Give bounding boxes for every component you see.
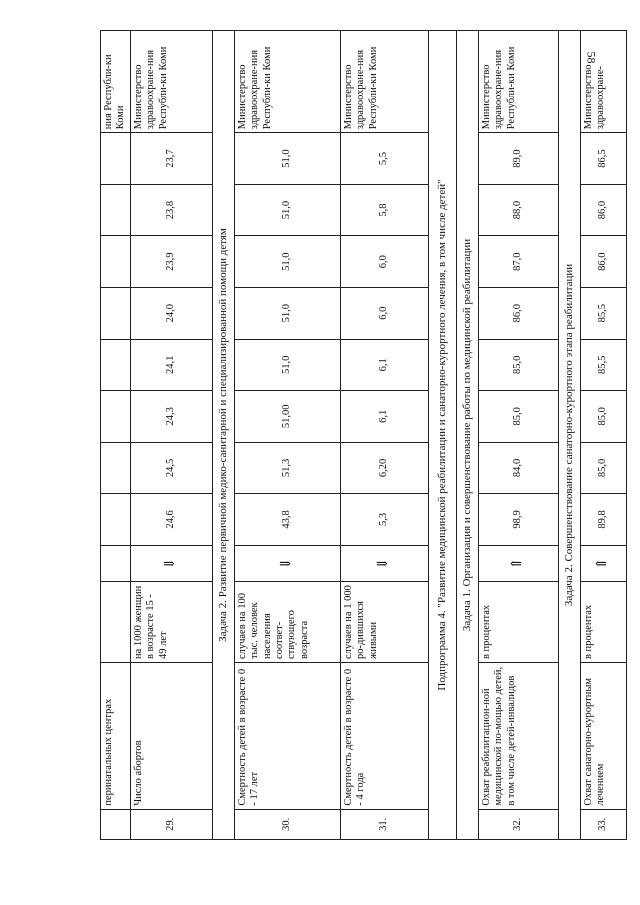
cell-value: 86,0 — [478, 287, 558, 339]
table-row — [580, 31, 626, 840]
cell-no: 32. — [478, 809, 558, 839]
cell-value: 6,1 — [340, 339, 428, 391]
section-row — [428, 31, 456, 840]
cell-unit: случаев на 100 тыс. человек населения соответ-ствующего возраста — [234, 582, 340, 663]
cell-value — [101, 287, 131, 339]
table-row — [130, 31, 212, 840]
cell-value: 51,00 — [234, 391, 340, 443]
table-row — [340, 31, 428, 840]
cell-trend — [101, 545, 131, 581]
cell-responsible: Министерство здравоохране- — [580, 31, 626, 133]
section-heading: Задача 1. Организация и совершенствование работы по медицинской реабилитации — [456, 31, 478, 840]
cell-indicator: Число абортов — [130, 663, 212, 810]
cell-value: 23,9 — [130, 236, 212, 288]
indicators-table-sheet — [100, 30, 620, 840]
trend-down-icon: ⇓ — [234, 545, 340, 581]
cell-value: 43,8 — [234, 494, 340, 546]
cell-value: 51,0 — [234, 287, 340, 339]
section-row — [212, 31, 234, 840]
cell-indicator: перинатальных центрах — [101, 663, 131, 810]
cell-value: 51,0 — [234, 184, 340, 236]
cell-value — [101, 339, 131, 391]
cell-value: 85,5 — [580, 287, 626, 339]
cell-value: 85,5 — [580, 339, 626, 391]
cell-responsible: Министерство здравоохране-ния Республи-ки Коми — [478, 31, 558, 133]
cell-value: 6,0 — [340, 287, 428, 339]
section-row — [558, 31, 580, 840]
cell-no — [101, 809, 131, 839]
cell-value: 24,5 — [130, 442, 212, 494]
cell-indicator: Смертность детей в возрасте 0 - 17 лет — [234, 663, 340, 810]
cell-responsible: Министерство здравоохране-ния Республи-ки Коми — [130, 31, 212, 133]
table-row-continuation — [101, 31, 131, 840]
cell-value: 23,8 — [130, 184, 212, 236]
indicators-table — [100, 30, 627, 840]
cell-value: 51,3 — [234, 442, 340, 494]
cell-value: 85,0 — [478, 391, 558, 443]
trend-up-icon: ⇑ — [580, 545, 626, 581]
cell-value: 51,0 — [234, 236, 340, 288]
cell-value: 87,0 — [478, 236, 558, 288]
cell-value: 23,7 — [130, 133, 212, 185]
cell-value: 5,3 — [340, 494, 428, 546]
cell-value: 5,5 — [340, 133, 428, 185]
cell-responsible: ния Республи-ки Коми — [101, 31, 131, 133]
cell-value: 24,1 — [130, 339, 212, 391]
cell-unit: случаев на 1 000 ро-дившихся живыми — [340, 582, 428, 663]
cell-value: 86,5 — [580, 133, 626, 185]
cell-value: 6,20 — [340, 442, 428, 494]
subprogram-heading: Подпрограмма 4. "Развитие медицинской реабилитации и санаторно-курортного лечения, в том числе детей" — [428, 31, 456, 840]
cell-unit: в процентах — [478, 582, 558, 663]
table-row — [234, 31, 340, 840]
cell-responsible: Министерство здравоохране-ния Республи-ки Коми — [234, 31, 340, 133]
section-heading: Задача 2. Совершенствование санаторно-курортного этапа реабилитации — [558, 31, 580, 840]
cell-unit: в процентах — [580, 582, 626, 663]
cell-value: 6,1 — [340, 391, 428, 443]
table-row — [478, 31, 558, 840]
cell-value — [101, 184, 131, 236]
cell-value — [101, 442, 131, 494]
cell-value: 6,0 — [340, 236, 428, 288]
cell-value: 84,0 — [478, 442, 558, 494]
trend-up-icon: ⇑ — [478, 545, 558, 581]
cell-value: 85,0 — [478, 339, 558, 391]
section-heading: Задача 2. Развитие первичной медико-санитарной и специализированной помощи детям — [212, 31, 234, 840]
cell-responsible: Министерство здравоохране-ния Республи-ки Коми — [340, 31, 428, 133]
cell-value — [101, 391, 131, 443]
cell-value — [101, 236, 131, 288]
section-row — [456, 31, 478, 840]
cell-unit: на 1000 женщин в возрасте 15 - 49 лет — [130, 582, 212, 663]
cell-value: 89,0 — [478, 133, 558, 185]
cell-value: 85,0 — [580, 391, 626, 443]
cell-indicator: Охват реабилитацион-ной медицинской по-мощью детей, в том числе детей-инвалидов — [478, 663, 558, 810]
cell-value: 85,0 — [580, 442, 626, 494]
cell-value: 88,0 — [478, 184, 558, 236]
cell-value — [101, 133, 131, 185]
cell-value: 98,9 — [478, 494, 558, 546]
cell-value: 51,0 — [234, 133, 340, 185]
cell-value: 5,8 — [340, 184, 428, 236]
cell-value: 24,6 — [130, 494, 212, 546]
trend-down-icon: ⇓ — [130, 545, 212, 581]
cell-indicator: Охват санаторно-курортным лечением — [580, 663, 626, 810]
cell-value — [101, 494, 131, 546]
cell-unit — [101, 582, 131, 663]
cell-value: 24,3 — [130, 391, 212, 443]
cell-value: 24,0 — [130, 287, 212, 339]
cell-no: 29. — [130, 809, 212, 839]
cell-value: 86,0 — [580, 184, 626, 236]
cell-value: 51,0 — [234, 339, 340, 391]
cell-value: 89,8 — [580, 494, 626, 546]
trend-down-icon: ⇓ — [340, 545, 428, 581]
cell-no: 30. — [234, 809, 340, 839]
page-number: 58 — [584, 51, 599, 64]
cell-no: 33. — [580, 809, 626, 839]
cell-value: 86,0 — [580, 236, 626, 288]
cell-indicator: Смертность детей в возрасте 0 - 4 года — [340, 663, 428, 810]
cell-no: 31. — [340, 809, 428, 839]
